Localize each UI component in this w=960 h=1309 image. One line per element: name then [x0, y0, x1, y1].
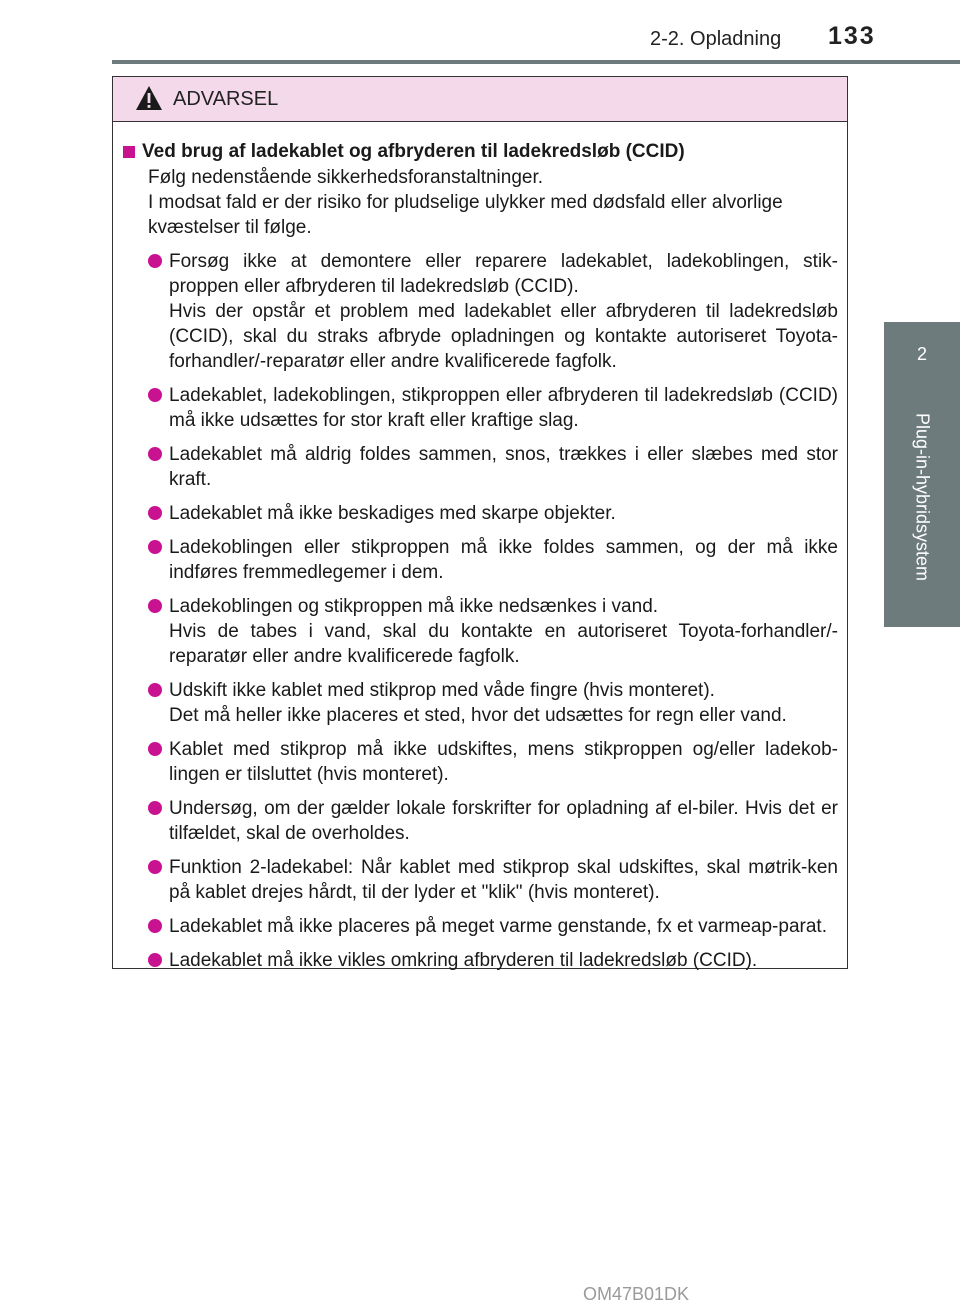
bullet-dot-icon [148, 599, 162, 613]
list-item-text: Hvis der opstår et problem med ladekablet eller afbryderen til ladekredsløb (CCID), skal du straks afbryde opladningen og kontakte autoriseret Toyota-forhandler/-reparatør eller andre kvalificerede fagfolk. [169, 301, 838, 372]
warning-list-item [123, 535, 838, 585]
chapter-number: 2 [916, 344, 927, 364]
section-title: 2-2. Opladning [650, 28, 782, 50]
page-number: 133 [828, 22, 876, 50]
square-bullet-icon [123, 146, 135, 158]
warning-list-item [123, 249, 838, 374]
chapter-side-tab [884, 322, 960, 627]
warning-list-item [123, 594, 838, 669]
list-item-text: Ladekoblingen eller stikproppen må ikke foldes sammen, og der må ikke indføres fremmedlegemer i dem. [169, 537, 838, 583]
list-item-text: Forsøg ikke at demontere eller reparere ladekablet, ladekoblingen, stik-proppen eller afbryderen til ladekredsløb (CCID). [169, 251, 838, 297]
bullet-dot-icon [148, 506, 162, 520]
list-item-text: Det må heller ikke placeres et sted, hvor det udsættes for regn eller vand. [169, 705, 787, 726]
warning-header [113, 77, 847, 122]
bullet-dot-icon [148, 540, 162, 554]
bullet-dot-icon [148, 919, 162, 933]
warning-list-item [123, 796, 838, 846]
list-item-text: Hvis de tabes i vand, skal du kontakte en autoriseret Toyota-forhandler/-reparatør eller andre kvalificerede fagfolk. [169, 621, 838, 667]
warning-title: ADVARSEL [173, 88, 279, 110]
warning-list-item [123, 501, 838, 526]
bullet-dot-icon [148, 683, 162, 697]
bullet-dot-icon [148, 801, 162, 815]
bullet-dot-icon [148, 742, 162, 756]
bullet-dot-icon [148, 447, 162, 461]
bullet-dot-icon [148, 388, 162, 402]
list-item-text: Funktion 2-ladekabel: Når kablet med stikprop skal udskiftes, skal møtrik-ken på kablet drejes hårdt, til der lyder et "klik" (hvis monteret). [169, 857, 838, 903]
section-heading-text: Ved brug af ladekablet og afbryderen til ladekredsløb (CCID) [142, 141, 685, 162]
list-item-text: Udskift ikke kablet med stikprop med våde fingre (hvis monteret). [169, 680, 715, 701]
list-item-text: Kablet med stikprop må ikke udskiftes, mens stikproppen og/eller ladekob-lingen er tilsluttet (hvis monteret). [169, 739, 838, 785]
list-item-text: Ladekablet må aldrig foldes sammen, snos, trækkes i eller slæbes med stor kraft. [169, 444, 838, 490]
list-item-text: Ladekablet må ikke vikles omkring afbryderen til ladekredsløb (CCID). [169, 950, 758, 971]
chapter-label: Plug-in-hybridsystem [912, 412, 933, 582]
list-item-text: Ladekoblingen og stikproppen må ikke nedsænkes i vand. [169, 596, 659, 617]
list-item-text: Ladekablet må ikke placeres på meget varme genstande, fx et varmeap-parat. [169, 916, 827, 937]
warning-list-item [123, 948, 838, 973]
warning-list-item [123, 678, 838, 728]
footer-watermark: OM47B01DK [583, 1284, 690, 1304]
header-rule [112, 60, 960, 64]
warning-list-item [123, 383, 838, 433]
intro-text [148, 165, 838, 240]
list-item-text: Ladekablet, ladekoblingen, stikproppen eller afbryderen til ladekredsløb (CCID) må ikke udsættes for stor kraft eller kraftige slag. [169, 385, 838, 431]
warning-list-item [123, 914, 838, 939]
intro-line: I modsat fald er der risiko for pludselige ulykker med dødsfald eller alvorlige kvæstelser til følge. [148, 192, 783, 238]
list-item-text: Ladekablet må ikke beskadiges med skarpe objekter. [169, 503, 616, 524]
warning-list-item [123, 442, 838, 492]
bullet-dot-icon [148, 254, 162, 268]
section-heading [123, 139, 838, 164]
warning-list-item [123, 855, 838, 905]
warning-list [123, 249, 838, 973]
warning-body [113, 122, 847, 973]
list-item-text: Undersøg, om der gælder lokale forskrifter for opladning af el-biler. Hvis det er tilfældet, skal de overholdes. [169, 798, 838, 844]
intro-line: Følg nedenstående sikkerhedsforanstaltninger. [148, 167, 544, 188]
warning-list-item [123, 737, 838, 787]
bullet-dot-icon [148, 953, 162, 967]
bullet-dot-icon [148, 860, 162, 874]
warning-triangle-icon [135, 85, 163, 111]
warning-box [112, 76, 848, 969]
